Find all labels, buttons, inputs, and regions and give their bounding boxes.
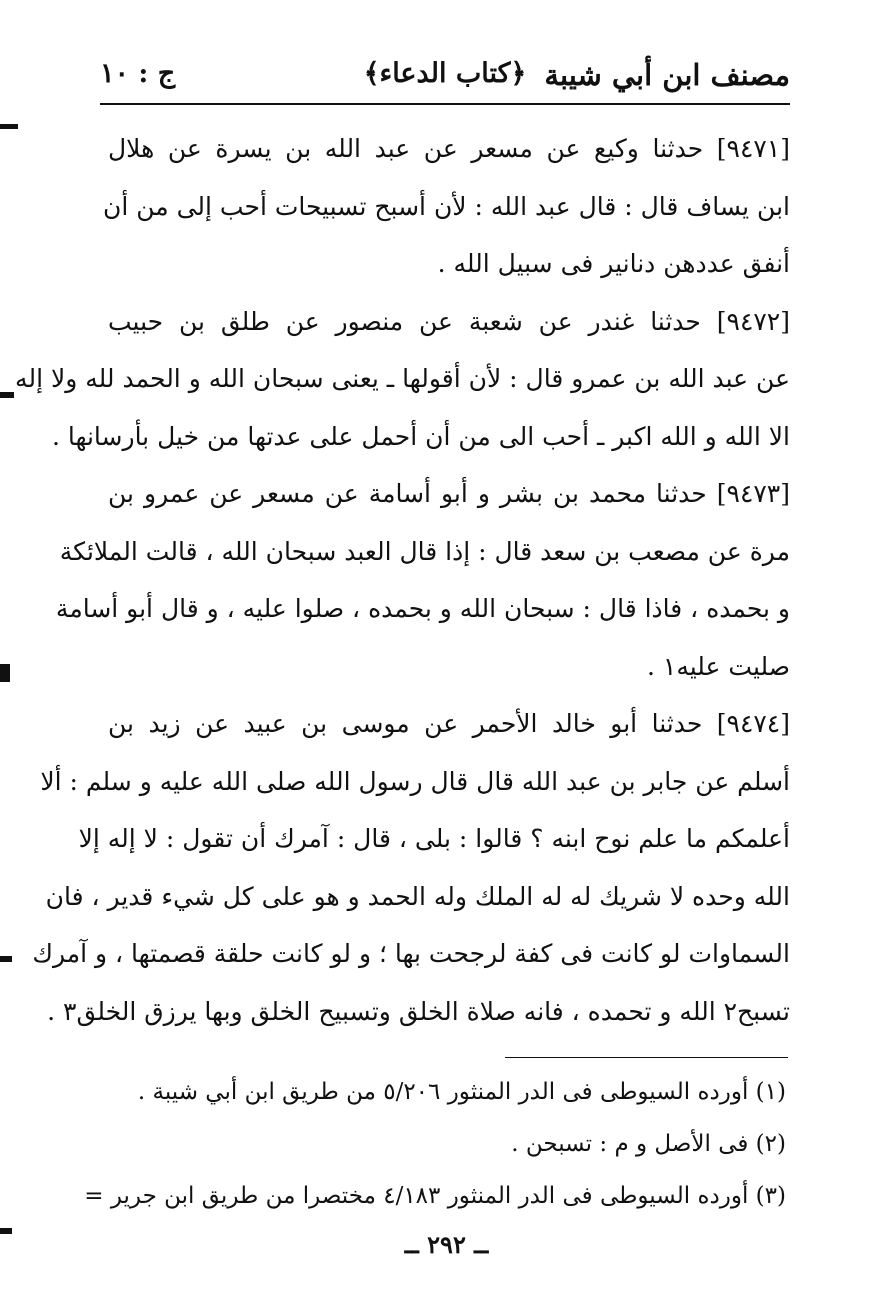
- text-line: [٩٤٧٢] حدثنا غندر عن شعبة عن منصور عن طلق بن حبيب: [108, 306, 790, 336]
- hadith-9471: [102, 120, 790, 293]
- text-line: الا الله و الله اكبر ـ أحب الى من أن أحمل على عدتها من خيل بأرسانها .: [51, 421, 790, 451]
- text-line: الله وحده لا شريك له له الملك وله الحمد و هو على كل شيء قدير ، فان: [45, 881, 790, 911]
- page-number: ــ ٢٩٢ ــ: [404, 1230, 489, 1259]
- text-line: أسلم عن جابر بن عبد الله قال قال رسول الله صلى الله عليه و سلم : ألا: [40, 766, 790, 796]
- text-line: [٩٤٧١] حدثنا وكيع عن مسعر عن عبد الله بن يسرة عن هلال: [108, 134, 790, 163]
- footnote-3: (٣) أورده السيوطى فى الدر المنثور ٤/١٨٣ مختصرا من طريق ابن جرير =: [84, 1183, 786, 1209]
- text-line: تسبح٢ الله و تحمده ، فانه صلاة الخلق وتسبيح الخلق وبها يرزق الخلق٣ .: [47, 996, 790, 1026]
- scan-mark: [0, 1228, 12, 1234]
- footnote-1: (١) أورده السيوطى فى الدر المنثور ٥/٢٠٦ من طريق ابن أبي شيبة .: [137, 1079, 786, 1105]
- scan-mark: [0, 124, 18, 129]
- scan-mark: [0, 664, 10, 682]
- volume-number: ج : ١٠: [100, 58, 176, 89]
- text-line: ابن يساف قال : قال عبد الله : لأن أسبح تسبيحات أحب إلى من أن: [102, 191, 790, 221]
- footnote-divider: [505, 1057, 788, 1058]
- hadith-9474: [32, 695, 790, 1040]
- text-line: السماوات لو كانت فى كفة لرجحت بها ؛ و لو كانت حلقة قصمتها ، و آمرك: [32, 939, 790, 968]
- footnote-2: (٢) فى الأصل و م : تسبحن .: [511, 1131, 786, 1157]
- text-line: مرة عن مصعب بن سعد قال : إذا قال العبد سبحان الله ، قالت الملائكة: [59, 536, 790, 566]
- chapter-title: ﴿كتاب الدعاء﴾: [363, 58, 527, 89]
- text-line: و بحمده ، فاذا قال : سبحان الله و بحمده ، صلوا عليه ، و قال أبو أسامة: [55, 594, 790, 623]
- footnotes: [84, 1066, 786, 1222]
- text-line: عن عبد الله بن عمرو قال : لأن أقولها ـ يعنى سبحان الله و الحمد لله ولا إله: [15, 364, 790, 393]
- scan-mark: [0, 392, 14, 398]
- text-line: [٩٤٧٤] حدثنا أبو خالد الأحمر عن موسى بن عبيد عن زيد بن: [108, 709, 790, 738]
- text-line: صليت عليه١ .: [646, 651, 790, 681]
- main-text: [15, 120, 790, 1040]
- text-line: [٩٤٧٣] حدثنا محمد بن بشر و أبو أسامة عن مسعر عن عمرو بن: [108, 479, 790, 508]
- header-divider: [100, 103, 790, 105]
- book-title: مصنف ابن أبي شيبة: [544, 58, 790, 92]
- scan-mark: [0, 956, 12, 962]
- hadith-9473: [55, 465, 790, 695]
- text-line: أعلمكم ما علم نوح ابنه ؟ قالوا : بلى ، قال : آمرك أن تقول : لا إله إلا: [78, 824, 790, 853]
- hadith-9472: [15, 293, 790, 466]
- running-header: [100, 58, 790, 102]
- text-line: أنفق عددهن دنانير فى سبيل الله .: [437, 249, 790, 278]
